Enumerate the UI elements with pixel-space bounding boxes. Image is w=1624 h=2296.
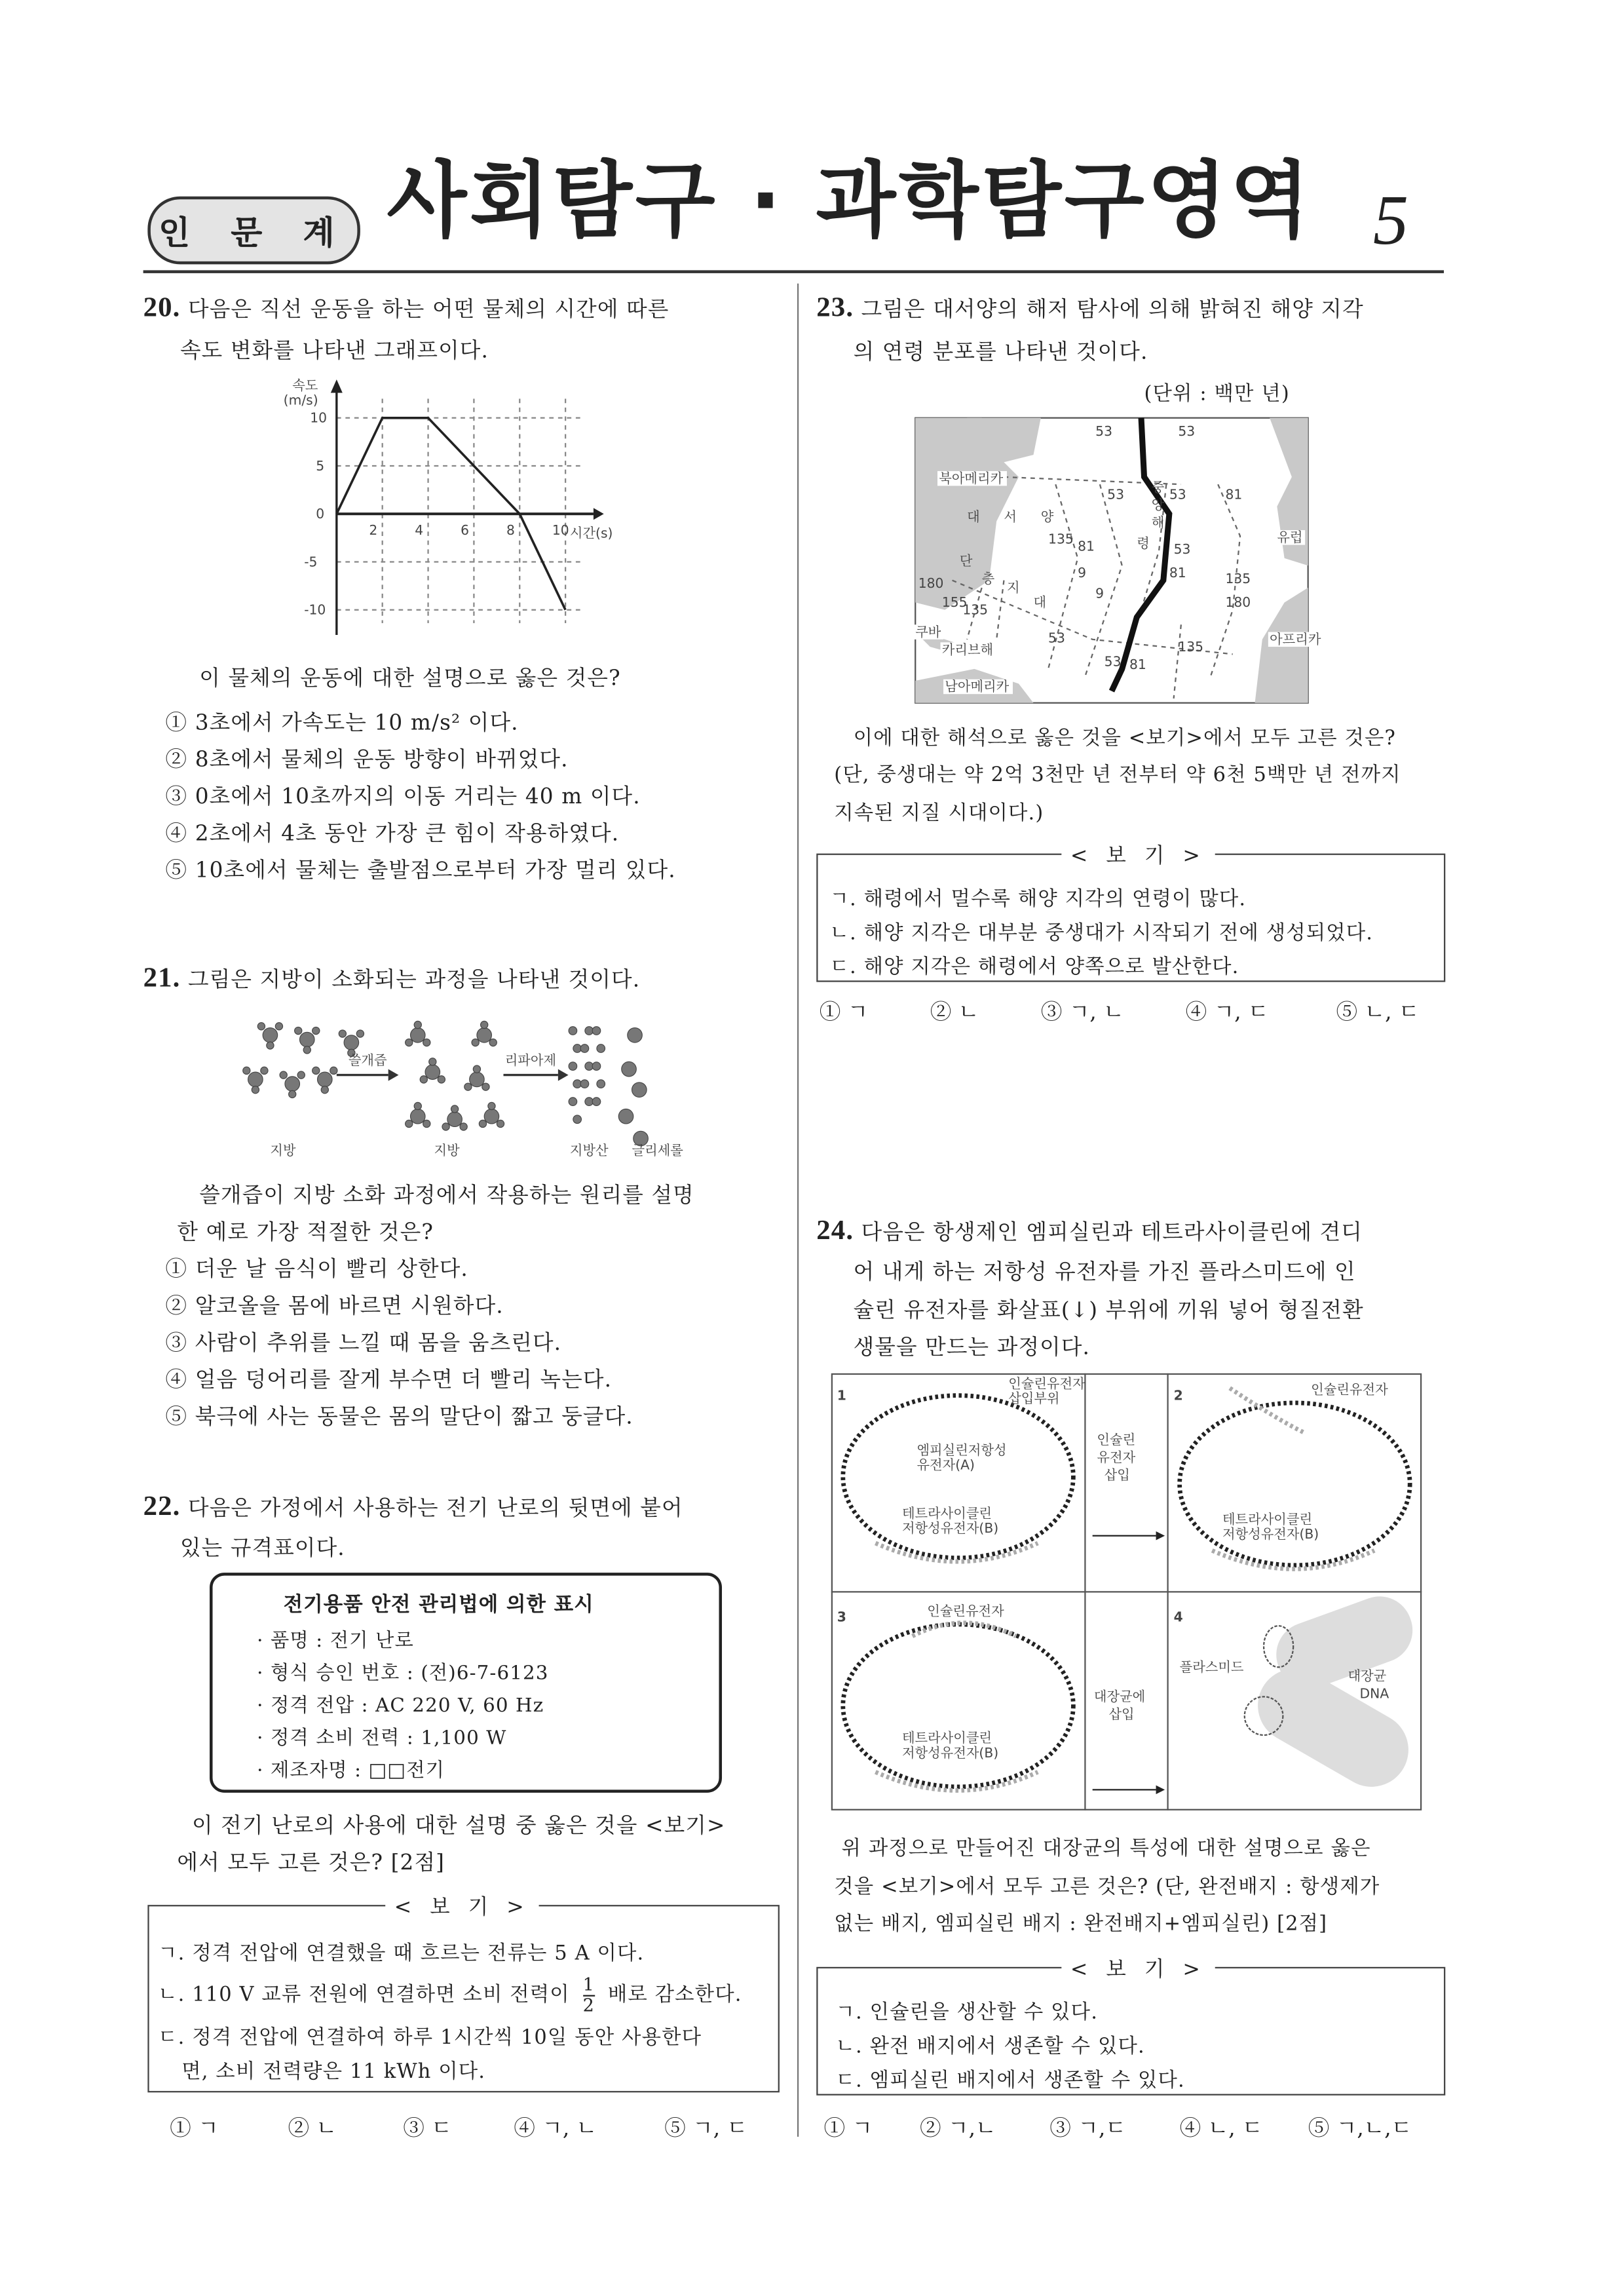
arrow-icon [558,1069,569,1081]
bogi-item: ㄱ. 정격 전압에 연결했을 때 흐르는 전류는 5 A 이다. [158,1942,645,1966]
ocean-crust-age-map [915,418,1321,703]
column-divider [797,284,799,2137]
option-3[interactable]: ③ ㄱ, ㄴ [1040,1001,1124,1025]
step-number: 3 [837,1609,846,1625]
step-number: 1 [837,1387,846,1404]
molecule [330,1067,337,1074]
molecule [252,1086,259,1094]
molecule [479,1120,486,1127]
molecule [267,1042,274,1049]
label-item: · 정격 소비 전력 : 1,100 W [257,1727,507,1750]
crust-age-label: 81 [1169,565,1186,581]
molecule [592,1062,601,1071]
molecule [438,1076,445,1083]
option-3[interactable]: ③ ㄷ [403,2117,452,2141]
crust-age-label: 135 [1048,531,1074,547]
ridge-label: 해 [1151,514,1165,531]
step-arrow-label: 대장균에 [1093,1689,1146,1705]
molecule [312,1027,320,1034]
molecule [481,1021,488,1028]
option-5[interactable]: ⑤ ㄱ, ㄷ [664,2117,748,2141]
molecule [569,1062,577,1071]
label-title: 전기용품 안전 관리법에 의한 표시 [283,1593,594,1617]
option-2[interactable]: ② ㄱ,ㄴ [919,2117,996,2141]
bogi-item: ㄴ. 해양 지각은 대부분 중생대가 시작되기 전에 생성되었다. [829,921,1374,946]
option-4[interactable]: ④ ㄱ, ㄷ [1185,1001,1269,1025]
option-1[interactable]: ① ㄱ [170,2117,219,2141]
plasmid-label: 엠피실린저항성 [916,1442,1007,1458]
ridge-label: 중 [1151,479,1165,495]
bogi-item: ㄱ. 인슐린을 생산할 수 있다. [835,2000,1099,2025]
ridge-label: 서 [1004,508,1017,525]
plasmid-label: 유전자(A) [916,1457,975,1473]
option-3[interactable]: ③ 사람이 추위를 느낄 때 몸을 움츠린다. [165,1331,562,1356]
molecule [344,1035,359,1050]
stem-line: 속도 변화를 나타낸 그래프이다. [179,339,489,364]
ridge-label: 령 [1137,535,1150,552]
crust-age-label: 155 [941,594,968,611]
molecule [339,1030,346,1037]
stem-line: 어 내게 하는 저항성 유전자를 가진 플라스미드에 인 [853,1261,1356,1285]
x-tick-label: 10 [552,522,569,538]
figure-label: 지방 [270,1142,296,1158]
stem-line: 그림은 대서양의 해저 탐사에 의해 밝혀진 해양 지각 [861,298,1364,322]
crust-age-label: 81 [1078,538,1095,554]
crust-age-label: 81 [1225,486,1243,503]
crust-age-label: 53 [1107,486,1124,503]
stem-line: 있는 규격표이다. [179,1537,345,1561]
molecule [321,1086,328,1094]
molecule [580,1080,589,1088]
molecule [295,1027,302,1034]
molecule [580,1044,589,1053]
molecule [622,1062,637,1077]
fat-digestion-figure [233,1013,706,1160]
question-text: 이에 대한 해석으로 옳은 것을 <보기>에서 모두 고른 것은? [853,726,1396,750]
question-text: 위 과정으로 만들어진 대장균의 특성에 대한 설명으로 옳은 [841,1837,1371,1861]
molecule [261,1067,268,1074]
molecule [592,1098,601,1106]
crust-age-label: 135 [1225,571,1251,587]
molecule [464,1083,472,1090]
molecule [618,1109,633,1124]
bogi-item: ㄷ. 정격 전압에 연결하여 하루 1시간씩 10일 동안 사용한다 [158,2025,702,2050]
continent-label: 카리브해 [941,641,994,658]
fault-label: 단 [959,553,973,569]
molecule [429,1058,436,1065]
arrow-icon [388,1069,399,1081]
molecule [411,1109,426,1124]
page-title: 사회탐구 · 과학탐구영역 [387,153,1313,250]
plasmid-label: 저항성유전자(B) [1222,1526,1319,1542]
question-number: 24. [816,1215,854,1247]
step-number: 4 [1173,1609,1183,1625]
molecule [297,1071,305,1079]
plasmid-label: 테트라사이클린 [1222,1511,1313,1527]
molecule [597,1044,605,1053]
molecule [628,1028,643,1043]
fraction: $\frac{1}{2}$ [582,1974,595,2016]
question-text: 이 전기 난로의 사용에 대한 설명 중 옳은 것을 <보기> [191,1814,726,1839]
stem-line: 생물을 만드는 과정이다. [853,1336,1091,1360]
molecule [423,1120,430,1127]
x-axis-label: 시간(s) [569,525,613,541]
molecule [356,1030,364,1037]
fault-label: 대 [1033,594,1047,611]
molecule [425,1065,440,1080]
molecule [406,1039,413,1046]
label-item: · 품명 : 전기 난로 [257,1630,414,1653]
crust-age-label: 135 [962,602,989,618]
rating-label-box [210,1573,722,1793]
stem-line: 슐린 유전자를 화살표(↓) 부위에 끼워 넣어 형질전환 [853,1299,1364,1324]
molecule [406,1120,413,1127]
option-3[interactable]: ③ 0초에서 10초까지의 이동 거리는 40 m 이다. [165,785,641,809]
step-arrow-label: 삽입 [1108,1706,1135,1723]
molecule [414,1102,421,1109]
option-1[interactable]: ① 3초에서 가속도는 10 m/s² 이다. [165,712,519,736]
crust-age-label: 53 [1104,653,1122,670]
plasmid-label: 테트라사이클린 [901,1730,992,1746]
molecule-clusters [243,1021,649,1145]
crust-age-label: 53 [1169,486,1186,503]
crust-age-label: 180 [918,575,944,591]
velocity-time-graph [266,372,650,645]
question-text: 없는 배지, 엠피실린 배지 : 완전배지+엠피실린) [2점] [834,1912,1328,1936]
y-tick-label: 10 [310,410,328,426]
bogi-box [147,1896,780,2092]
crust-age-label: 53 [1095,423,1112,439]
bogi-item: ㄴ. 110 V 교류 전원에 연결하면 소비 전력이 [158,1983,570,2007]
crust-age-label: 53 [1173,541,1191,558]
molecule [420,1076,427,1083]
crust-age-label: 53 [1178,423,1196,439]
molecule [280,1071,287,1079]
plasmid-transformation-figure [831,1373,1422,1810]
molecule [497,1120,504,1127]
bogi-item: ㄷ. 엠피실린 배지에서 생존할 수 있다. [835,2069,1185,2093]
bogi-title: < 보 기 > [1061,1954,1215,1983]
question-text: 에서 모두 고른 것은? [2점] [177,1852,445,1876]
header-rule [143,270,1444,273]
arrow-label: 쓸개즙 [348,1052,387,1068]
option-2[interactable]: ② ㄴ [288,2117,337,2141]
crust-age-label: 9 [1078,565,1087,581]
crust-age-label: 180 [1225,594,1251,611]
molecule [318,1072,333,1087]
molecule [473,1065,480,1073]
stem-line: 다음은 직선 운동을 하는 어떤 물체의 시간에 따른 [188,298,670,322]
molecule [477,1028,492,1043]
molecule [248,1072,263,1087]
y-tick-label: 5 [316,457,325,474]
option-2[interactable]: ② ㄴ [930,1001,979,1025]
step-number: 2 [1173,1387,1183,1404]
option-4[interactable]: ④ ㄱ, ㄴ [514,2117,597,2141]
option-4[interactable]: ④ 2초에서 4초 동안 가장 큰 힘이 작용하였다. [165,822,620,847]
plasmid-label: 인슐린유전자 [1311,1381,1388,1398]
molecule [263,1028,278,1043]
molecule [569,1098,577,1106]
x-tick-label: 8 [506,522,515,538]
option-3[interactable]: ③ ㄱ,ㄷ [1049,2117,1126,2141]
crust-age-label: 53 [1048,630,1065,646]
question-text: 이 물체의 운동에 대한 설명으로 옳은 것은? [199,667,621,691]
molecule [285,1077,300,1092]
bogi-item: ㄴ. 완전 배지에서 생존할 수 있다. [835,2035,1145,2059]
bogi-item: ㄱ. 해령에서 멀수록 해양 지각의 연령이 많다. [829,887,1247,911]
answer-options [820,995,1420,1026]
option-2[interactable]: ② 8초에서 물체의 운동 방향이 바뀌었다. [165,748,569,773]
x-tick-label: 4 [415,522,424,538]
bogi-item: ㄷ. 해양 지각은 해령에서 양쪽으로 발산한다. [829,955,1239,980]
molecule [243,1067,250,1074]
option-5[interactable]: ⑤ 10초에서 물체는 출발점으로부터 가장 멀리 있다. [165,859,676,883]
bogi-item: 배로 감소한다. [607,1983,742,2007]
plasmid-label: 인슐린유전자 [927,1603,1004,1619]
molecule [597,1080,605,1088]
molecule [299,1032,314,1047]
molecule [312,1067,320,1074]
bogi-title: < 보 기 > [385,1892,538,1921]
crust-age-label: 135 [1178,638,1204,655]
y-tick-label: -10 [304,602,326,618]
stem-line: 그림은 지방이 소화되는 과정을 나타낸 것이다. [188,968,641,993]
label-item: · 형식 승인 번호 : (전)6-7-6123 [257,1662,549,1685]
x-axis-arrow-icon [594,508,604,520]
option-5[interactable]: ⑤ ㄴ, ㄷ [1336,1001,1420,1025]
option-5[interactable]: ⑤ ㄱ,ㄴ,ㄷ [1308,2117,1412,2141]
fault-label: 층 [981,571,995,587]
question-number: 23. [816,292,854,324]
plasmid-label: 테트라사이클린 [901,1505,992,1521]
stem-line: 다음은 가정에서 사용하는 전기 난로의 뒷면에 붙어 [188,1497,683,1521]
molecule [414,1021,421,1028]
molecule [573,1115,582,1124]
molecule [447,1112,463,1127]
stem-line: 다음은 항생제인 엠피실린과 테트라사이클린에 견디 [861,1221,1363,1245]
y-tick-label: -5 [304,554,318,570]
plasmid-label: 플라스미드 [1179,1659,1244,1675]
question-number: 21. [143,963,181,994]
plasmid-label: DNA [1359,1685,1389,1702]
bogi-item: 면, 소비 전력량은 11 kWh 이다. [181,2059,486,2084]
molecule [451,1105,458,1113]
question-number: 22. [143,1491,181,1523]
continent-label: 북아메리카 [939,470,1004,486]
molecule [484,1109,499,1124]
x-tick-label: 2 [369,522,378,538]
answer-options [170,2112,747,2143]
question-text: 지속된 지질 시대이다.) [834,801,1044,826]
molecule [592,1027,601,1035]
label-item: · 제조자명 : □□전기 [257,1760,445,1783]
step-arrow-label: 삽입 [1104,1467,1130,1483]
fault-label: 지 [1006,579,1020,596]
unit-label: (단위 : 백만 년) [1144,382,1290,406]
continent-label: 아프리카 [1270,631,1321,647]
molecule [423,1039,430,1046]
question-text: 쓸개즙이 지방 소화 과정에서 작용하는 원리를 설명 [199,1184,694,1208]
molecule [569,1027,577,1035]
ridge-label: 대 [967,508,980,525]
y-tick-label: 0 [316,506,325,522]
plasmid-label: 저항성유전자(B) [901,1744,999,1761]
plasmid-label: 대장균 [1348,1668,1387,1684]
figure-label: 글리세롤 [632,1142,683,1158]
molecule [470,1072,485,1087]
molecule [488,1102,495,1109]
question-number: 20. [143,292,181,324]
molecule [411,1028,426,1043]
option-4[interactable]: ④ 얼음 덩어리를 잘게 부수면 더 빨리 녹는다. [165,1369,613,1393]
label-item: · 정격 전압 : AC 220 V, 60 Hz [257,1695,544,1717]
option-1[interactable]: ① ㄱ [823,2117,873,2141]
ridge-label: 양 [1040,508,1054,525]
stem-line: 의 연령 분포를 나타낸 것이다. [853,341,1148,365]
x-tick-label: 6 [461,522,470,538]
page-number: 5 [1372,182,1408,260]
y-axis-label: (m/s) [283,392,318,408]
plasmid-label: 삽입부위 [1008,1390,1060,1406]
continent-label: 유럽 [1277,529,1303,546]
option-2[interactable]: ② 알코올을 몸에 바르면 시원하다. [165,1295,504,1319]
plasmid-label: 저항성유전자(B) [901,1520,999,1537]
molecule [289,1090,296,1098]
option-4[interactable]: ④ ㄴ, ㄷ [1179,2117,1263,2141]
option-5[interactable]: ⑤ 북극에 사는 동물은 몸의 말단이 짧고 둥글다. [165,1406,633,1430]
answer-options [824,2112,1412,2143]
continent-label: 쿠바 [915,624,941,640]
molecule [482,1083,489,1090]
bogi-title: < 보 기 > [1061,840,1215,870]
continent-label: 남아메리카 [945,678,1010,695]
molecule [303,1046,311,1054]
option-1[interactable]: ① ㄱ [819,1001,869,1025]
question-text: 한 예로 가장 적절한 것은? [177,1221,434,1245]
molecule [257,1023,265,1030]
y-axis-label: 속도 [292,377,318,393]
section-badge: 인 문 계 [147,197,360,265]
ridge-label: 앙 [1151,497,1165,513]
crust-age-label: 81 [1129,656,1146,672]
y-axis-arrow-icon [331,379,343,392]
molecule [275,1023,282,1030]
figure-label: 지방산 [569,1142,609,1158]
step-arrow-label: 유전자 [1097,1449,1136,1466]
arrow-label: 리파아제 [504,1052,557,1068]
question-text: 것을 <보기>에서 모두 고른 것은? (단, 완전배지 : 항생제가 [834,1875,1380,1900]
crust-age-label: 9 [1095,585,1105,602]
step-arrow-label: 인슐린 [1097,1432,1136,1448]
molecule [632,1082,647,1098]
molecule [472,1039,479,1046]
figure-label: 지방 [434,1142,460,1158]
bogi-box [816,1958,1445,2095]
molecule [489,1039,497,1046]
bogi-box [816,845,1445,982]
question-text: (단, 중생대는 약 2억 3천만 년 전부터 약 6천 5백만 년 전까지 [834,763,1401,788]
molecule [460,1123,467,1130]
plasmid-label: 인슐린유전자 [1008,1375,1086,1392]
molecule [442,1123,449,1130]
option-1[interactable]: ① 더운 날 음식이 빨리 상한다. [165,1258,468,1282]
